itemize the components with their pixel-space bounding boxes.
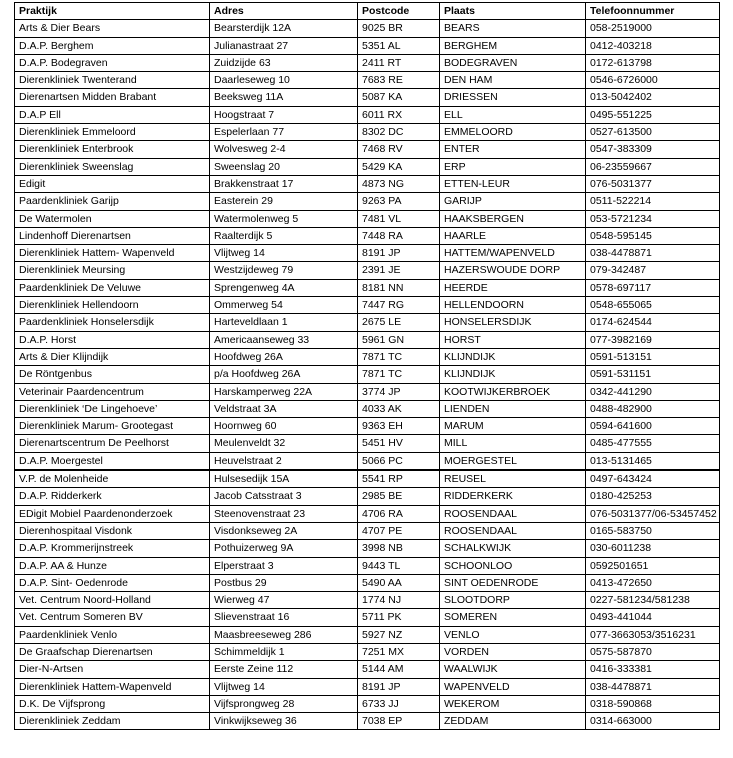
cell-telefoonnummer: 038-4478871: [586, 245, 720, 262]
cell-telefoonnummer: 0342-441290: [586, 383, 720, 400]
cell-plaats: HEERDE: [440, 279, 586, 296]
document-page: [14, 2, 720, 730]
cell-praktijk: Dierenkliniek Hellendoorn: [15, 297, 210, 314]
cell-telefoonnummer: 0412-403218: [586, 37, 720, 54]
cell-postcode: 5429 KA: [358, 158, 440, 175]
cell-adres: Slievenstraat 16: [210, 609, 358, 626]
cell-plaats: KLIJNDIJK: [440, 348, 586, 365]
cell-praktijk: Dierenkliniek ‘De Lingehoeve’: [15, 400, 210, 417]
cell-plaats: HAZERSWOUDE DORP: [440, 262, 586, 279]
cell-telefoonnummer: 0594-641600: [586, 418, 720, 435]
cell-adres: Zuidzijde 63: [210, 54, 358, 71]
cell-praktijk: D.A.P. Bodegraven: [15, 54, 210, 71]
table-row: [15, 37, 720, 54]
table-body: [15, 20, 720, 730]
cell-plaats: HONSELERSDIJK: [440, 314, 586, 331]
cell-plaats: WEKEROM: [440, 695, 586, 712]
cell-adres: Daarleseweg 10: [210, 72, 358, 89]
cell-plaats: VORDEN: [440, 643, 586, 660]
cell-adres: Beeksweg 11A: [210, 89, 358, 106]
cell-adres: Sweenslag 20: [210, 158, 358, 175]
cell-telefoonnummer: 0485-477555: [586, 435, 720, 452]
table-row: [15, 210, 720, 227]
cell-adres: Harteveldlaan 1: [210, 314, 358, 331]
cell-adres: Steenovenstraat 23: [210, 505, 358, 522]
table-row: [15, 106, 720, 123]
cell-adres: Heuvelstraat 2: [210, 452, 358, 470]
cell-postcode: 8191 JP: [358, 245, 440, 262]
cell-adres: Ommerweg 54: [210, 297, 358, 314]
cell-postcode: 9443 TL: [358, 557, 440, 574]
table-row: [15, 435, 720, 452]
cell-telefoonnummer: 030-6011238: [586, 540, 720, 557]
cell-adres: Vlijtweg 14: [210, 245, 358, 262]
table-row: [15, 383, 720, 400]
cell-adres: Raalterdijk 5: [210, 227, 358, 244]
cell-adres: Sprengenweg 4A: [210, 279, 358, 296]
table-row: [15, 713, 720, 730]
cell-telefoonnummer: 0591-531151: [586, 366, 720, 383]
table-row: [15, 366, 720, 383]
cell-plaats: ROOSENDAAL: [440, 522, 586, 539]
table-row: [15, 400, 720, 417]
cell-telefoonnummer: 0497-643424: [586, 470, 720, 488]
cell-plaats: SINT OEDENRODE: [440, 574, 586, 591]
table-row: [15, 279, 720, 296]
cell-praktijk: Edigit: [15, 175, 210, 192]
cell-telefoonnummer: 0165-583750: [586, 522, 720, 539]
cell-adres: Wolvesweg 2-4: [210, 141, 358, 158]
cell-plaats: DEN HAM: [440, 72, 586, 89]
cell-telefoonnummer: 0493-441044: [586, 609, 720, 626]
cell-postcode: 8191 JP: [358, 678, 440, 695]
column-header-postcode: Postcode: [358, 3, 440, 20]
table-row: [15, 626, 720, 643]
cell-plaats: ELL: [440, 106, 586, 123]
cell-praktijk: Dierenkliniek Marum- Grootegast: [15, 418, 210, 435]
table-row: [15, 124, 720, 141]
cell-postcode: 5144 AM: [358, 661, 440, 678]
table-row: [15, 297, 720, 314]
cell-plaats: HORST: [440, 331, 586, 348]
cell-postcode: 8302 DC: [358, 124, 440, 141]
cell-postcode: 3998 NB: [358, 540, 440, 557]
cell-telefoonnummer: 013-5131465: [586, 452, 720, 470]
cell-adres: Wierweg 47: [210, 592, 358, 609]
cell-postcode: 7871 TC: [358, 366, 440, 383]
column-header-adres: Adres: [210, 3, 358, 20]
cell-praktijk: D.A.P Ell: [15, 106, 210, 123]
cell-telefoonnummer: 0174-624544: [586, 314, 720, 331]
cell-praktijk: D.A.P. Ridderkerk: [15, 488, 210, 505]
cell-postcode: 4033 AK: [358, 400, 440, 417]
table-row: [15, 643, 720, 660]
cell-postcode: 9263 PA: [358, 193, 440, 210]
cell-plaats: BEARS: [440, 20, 586, 37]
cell-telefoonnummer: 058-2519000: [586, 20, 720, 37]
cell-telefoonnummer: 0592501651: [586, 557, 720, 574]
cell-postcode: 7448 RA: [358, 227, 440, 244]
cell-postcode: 5087 KA: [358, 89, 440, 106]
column-header-praktijk: Praktijk: [15, 3, 210, 20]
table-row: [15, 227, 720, 244]
cell-postcode: 4873 NG: [358, 175, 440, 192]
table-header-row: [15, 3, 720, 20]
cell-plaats: KLIJNDIJK: [440, 366, 586, 383]
cell-telefoonnummer: 0495-551225: [586, 106, 720, 123]
column-header-plaats: Plaats: [440, 3, 586, 20]
cell-postcode: 5927 NZ: [358, 626, 440, 643]
cell-praktijk: De Watermolen: [15, 210, 210, 227]
cell-praktijk: Dierenkliniek Twenterand: [15, 72, 210, 89]
cell-adres: Pothuizerweg 9A: [210, 540, 358, 557]
cell-praktijk: Paardenkliniek De Veluwe: [15, 279, 210, 296]
cell-praktijk: D.K. De Vijfsprong: [15, 695, 210, 712]
cell-postcode: 7468 RV: [358, 141, 440, 158]
table-row: [15, 609, 720, 626]
table-row: [15, 557, 720, 574]
cell-postcode: 6011 RX: [358, 106, 440, 123]
table-row: [15, 505, 720, 522]
cell-plaats: DRIESSEN: [440, 89, 586, 106]
cell-telefoonnummer: 0548-595145: [586, 227, 720, 244]
cell-telefoonnummer: 0511-522214: [586, 193, 720, 210]
cell-adres: Vinkwijkseweg 36: [210, 713, 358, 730]
cell-praktijk: Veterinair Paardencentrum: [15, 383, 210, 400]
table-row: [15, 452, 720, 470]
cell-praktijk: Dierenkliniek Hattem- Wapenveld: [15, 245, 210, 262]
cell-telefoonnummer: 0318-590868: [586, 695, 720, 712]
cell-plaats: BODEGRAVEN: [440, 54, 586, 71]
cell-postcode: 7038 EP: [358, 713, 440, 730]
cell-postcode: 5711 PK: [358, 609, 440, 626]
cell-praktijk: Dierenkliniek Sweenslag: [15, 158, 210, 175]
cell-praktijk: Lindenhoff Dierenartsen: [15, 227, 210, 244]
cell-plaats: HATTEM/WAPENVELD: [440, 245, 586, 262]
cell-plaats: MARUM: [440, 418, 586, 435]
cell-praktijk: D.A.P. Berghem: [15, 37, 210, 54]
cell-postcode: 7251 MX: [358, 643, 440, 660]
cell-adres: Americaanseweg 33: [210, 331, 358, 348]
cell-telefoonnummer: 079-342487: [586, 262, 720, 279]
cell-plaats: KOOTWIJKERBROEK: [440, 383, 586, 400]
cell-telefoonnummer: 0527-613500: [586, 124, 720, 141]
cell-praktijk: V.P. de Molenheide: [15, 470, 210, 488]
table-row: [15, 245, 720, 262]
cell-postcode: 9025 BR: [358, 20, 440, 37]
cell-adres: Vlijtweg 14: [210, 678, 358, 695]
table-row: [15, 314, 720, 331]
cell-postcode: 5490 AA: [358, 574, 440, 591]
table-row: [15, 175, 720, 192]
cell-adres: Veldstraat 3A: [210, 400, 358, 417]
cell-adres: p/a Hoofdweg 26A: [210, 366, 358, 383]
table-row: [15, 592, 720, 609]
cell-adres: Westzijdeweg 79: [210, 262, 358, 279]
cell-praktijk: Dierenkliniek Hattem-Wapenveld: [15, 678, 210, 695]
cell-praktijk: Paardenkliniek Venlo: [15, 626, 210, 643]
cell-plaats: GARIJP: [440, 193, 586, 210]
vet-practice-table: [14, 2, 720, 730]
table-row: [15, 661, 720, 678]
cell-adres: Hoofdweg 26A: [210, 348, 358, 365]
cell-praktijk: De Graafschap Dierenartsen: [15, 643, 210, 660]
cell-postcode: 7447 RG: [358, 297, 440, 314]
cell-postcode: 7481 VL: [358, 210, 440, 227]
table-row: [15, 488, 720, 505]
table-row: [15, 678, 720, 695]
cell-telefoonnummer: 0591-513151: [586, 348, 720, 365]
cell-postcode: 4707 PE: [358, 522, 440, 539]
cell-praktijk: D.A.P. AA & Hunze: [15, 557, 210, 574]
cell-plaats: HAARLE: [440, 227, 586, 244]
cell-praktijk: Dierenartscentrum De Peelhorst: [15, 435, 210, 452]
table-row: [15, 72, 720, 89]
cell-telefoonnummer: 077-3663053/3516231: [586, 626, 720, 643]
table-row: [15, 331, 720, 348]
cell-adres: Postbus 29: [210, 574, 358, 591]
cell-adres: Watermolenweg 5: [210, 210, 358, 227]
cell-adres: Espelerlaan 77: [210, 124, 358, 141]
cell-praktijk: Vet. Centrum Noord-Holland: [15, 592, 210, 609]
cell-postcode: 2391 JE: [358, 262, 440, 279]
cell-adres: Hoornweg 60: [210, 418, 358, 435]
table-row: [15, 262, 720, 279]
cell-plaats: RIDDERKERK: [440, 488, 586, 505]
cell-adres: Brakkenstraat 17: [210, 175, 358, 192]
cell-telefoonnummer: 0416-333381: [586, 661, 720, 678]
cell-plaats: MOERGESTEL: [440, 452, 586, 470]
cell-praktijk: Paardenkliniek Honselersdijk: [15, 314, 210, 331]
cell-telefoonnummer: 076-5031377: [586, 175, 720, 192]
cell-plaats: VENLO: [440, 626, 586, 643]
cell-praktijk: Arts & Dier Bears: [15, 20, 210, 37]
cell-praktijk: D.A.P. Horst: [15, 331, 210, 348]
cell-plaats: SOMEREN: [440, 609, 586, 626]
cell-postcode: 2985 BE: [358, 488, 440, 505]
table-row: [15, 20, 720, 37]
cell-praktijk: Dierenkliniek Zeddam: [15, 713, 210, 730]
cell-telefoonnummer: 0547-383309: [586, 141, 720, 158]
cell-plaats: SCHOONLOO: [440, 557, 586, 574]
column-header-telefoonnummer: Telefoonnummer: [586, 3, 720, 20]
cell-adres: Harskamperweg 22A: [210, 383, 358, 400]
cell-postcode: 4706 RA: [358, 505, 440, 522]
cell-praktijk: De Röntgenbus: [15, 366, 210, 383]
cell-plaats: WAPENVELD: [440, 678, 586, 695]
cell-postcode: 7683 RE: [358, 72, 440, 89]
table-row: [15, 193, 720, 210]
cell-praktijk: D.A.P. Sint- Oedenrode: [15, 574, 210, 591]
cell-telefoonnummer: 038-4478871: [586, 678, 720, 695]
cell-telefoonnummer: 077-3982169: [586, 331, 720, 348]
cell-postcode: 2675 LE: [358, 314, 440, 331]
cell-plaats: REUSEL: [440, 470, 586, 488]
cell-plaats: ETTEN-LEUR: [440, 175, 586, 192]
cell-telefoonnummer: 06-23559667: [586, 158, 720, 175]
cell-plaats: ROOSENDAAL: [440, 505, 586, 522]
cell-praktijk: Dier-N-Artsen: [15, 661, 210, 678]
cell-telefoonnummer: 0578-697117: [586, 279, 720, 296]
cell-plaats: LIENDEN: [440, 400, 586, 417]
cell-plaats: ZEDDAM: [440, 713, 586, 730]
cell-telefoonnummer: 0227-581234/581238: [586, 592, 720, 609]
cell-plaats: BERGHEM: [440, 37, 586, 54]
cell-adres: Easterein 29: [210, 193, 358, 210]
cell-praktijk: Arts & Dier Klijndijk: [15, 348, 210, 365]
cell-praktijk: D.A.P. Moergestel: [15, 452, 210, 470]
cell-adres: Bearsterdijk 12A: [210, 20, 358, 37]
table-row: [15, 418, 720, 435]
cell-praktijk: Dierenartsen Midden Brabant: [15, 89, 210, 106]
cell-postcode: 1774 NJ: [358, 592, 440, 609]
cell-adres: Vijfsprongweg 28: [210, 695, 358, 712]
cell-adres: Jacob Catsstraat 3: [210, 488, 358, 505]
cell-plaats: HAAKSBERGEN: [440, 210, 586, 227]
cell-adres: Hoogstraat 7: [210, 106, 358, 123]
cell-postcode: 5066 PC: [358, 452, 440, 470]
cell-adres: Meulenveldt 32: [210, 435, 358, 452]
cell-postcode: 6733 JJ: [358, 695, 440, 712]
cell-telefoonnummer: 0488-482900: [586, 400, 720, 417]
cell-plaats: SLOOTDORP: [440, 592, 586, 609]
cell-praktijk: Dierenkliniek Emmeloord: [15, 124, 210, 141]
cell-plaats: SCHALKWIJK: [440, 540, 586, 557]
cell-postcode: 5351 AL: [358, 37, 440, 54]
cell-postcode: 2411 RT: [358, 54, 440, 71]
cell-plaats: HELLENDOORN: [440, 297, 586, 314]
cell-praktijk: EDigit Mobiel Paardenonderzoek: [15, 505, 210, 522]
cell-postcode: 3774 JP: [358, 383, 440, 400]
cell-praktijk: Paardenkliniek Garijp: [15, 193, 210, 210]
cell-telefoonnummer: 0413-472650: [586, 574, 720, 591]
cell-telefoonnummer: 0180-425253: [586, 488, 720, 505]
cell-plaats: EMMELOORD: [440, 124, 586, 141]
table-row: [15, 89, 720, 106]
cell-plaats: MILL: [440, 435, 586, 452]
cell-plaats: ERP: [440, 158, 586, 175]
cell-praktijk: Dierenkliniek Meursing: [15, 262, 210, 279]
cell-telefoonnummer: 076-5031377/06-53457452: [586, 505, 720, 522]
cell-telefoonnummer: 013-5042402: [586, 89, 720, 106]
cell-adres: Visdonkseweg 2A: [210, 522, 358, 539]
table-row: [15, 54, 720, 71]
cell-adres: Schimmeldijk 1: [210, 643, 358, 660]
cell-adres: Maasbreeseweg 286: [210, 626, 358, 643]
table-row: [15, 348, 720, 365]
cell-praktijk: D.A.P. Krommerijnstreek: [15, 540, 210, 557]
cell-telefoonnummer: 0548-655065: [586, 297, 720, 314]
cell-adres: Elperstraat 3: [210, 557, 358, 574]
cell-plaats: ENTER: [440, 141, 586, 158]
cell-plaats: WAALWIJK: [440, 661, 586, 678]
table-row: [15, 540, 720, 557]
table-row: [15, 695, 720, 712]
table-row: [15, 158, 720, 175]
cell-adres: Eerste Zeine 112: [210, 661, 358, 678]
cell-telefoonnummer: 0546-6726000: [586, 72, 720, 89]
cell-postcode: 5961 GN: [358, 331, 440, 348]
cell-postcode: 5541 RP: [358, 470, 440, 488]
cell-telefoonnummer: 0575-587870: [586, 643, 720, 660]
cell-telefoonnummer: 0172-613798: [586, 54, 720, 71]
cell-adres: Hulsesedijk 15A: [210, 470, 358, 488]
cell-praktijk: Vet. Centrum Someren BV: [15, 609, 210, 626]
table-row: [15, 141, 720, 158]
table-row: [15, 574, 720, 591]
table-row: [15, 522, 720, 539]
table-row: [15, 470, 720, 488]
cell-adres: Julianastraat 27: [210, 37, 358, 54]
cell-telefoonnummer: 0314-663000: [586, 713, 720, 730]
cell-praktijk: Dierenkliniek Enterbrook: [15, 141, 210, 158]
cell-postcode: 9363 EH: [358, 418, 440, 435]
cell-postcode: 8181 NN: [358, 279, 440, 296]
cell-praktijk: Dierenhospitaal Visdonk: [15, 522, 210, 539]
cell-postcode: 5451 HV: [358, 435, 440, 452]
cell-telefoonnummer: 053-5721234: [586, 210, 720, 227]
cell-postcode: 7871 TC: [358, 348, 440, 365]
